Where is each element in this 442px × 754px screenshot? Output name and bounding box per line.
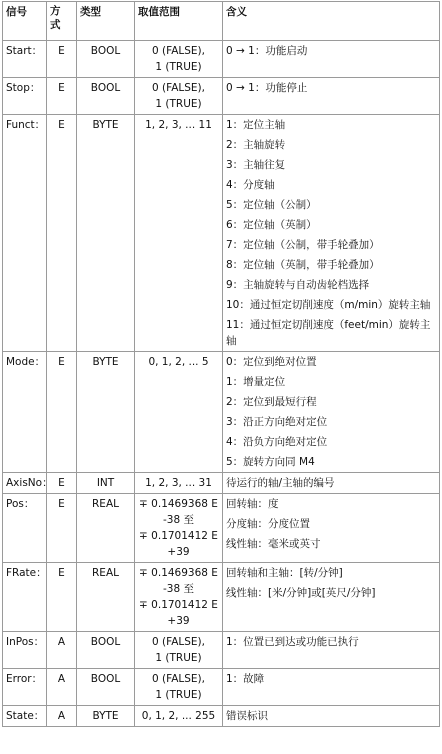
meaning-line: 7：定位轴（公制，带手轮叠加） [226,239,380,251]
meaning-line: 线性轴：毫米或英寸 [226,538,321,550]
table-row [3,78,440,115]
value-range [135,669,223,706]
value-range [135,41,223,78]
signal-type: INT [77,473,135,494]
meaning-line: 5：旋转方向同 M4 [226,456,315,468]
table-row [3,352,440,473]
signal-name: State： [3,706,47,727]
value-range-line: -38 至 [163,514,194,526]
meaning-line: 1：故障 [226,673,265,685]
value-range [135,115,223,352]
meaning-line: 1：增量定位 [226,376,286,388]
signal-direction: E [47,563,77,632]
meaning-line: 线性轴：[米/分钟]或[英尺/分钟] [226,587,376,599]
meaning-line: 0 → 1：功能停止 [226,82,308,94]
value-range-line: 1 (TRUE) [155,61,202,73]
meaning [223,115,440,352]
value-range [135,563,223,632]
signal-name: Start： [3,41,47,78]
meaning-line: 错误标识 [226,710,268,722]
header-direction [47,2,77,41]
signal-name: InPos： [3,632,47,669]
table-row [3,473,440,494]
meaning-line: 3：主轴往复 [226,159,286,171]
value-range-line: 1 (TRUE) [155,652,202,664]
meaning [223,473,440,494]
table-header-row [3,2,440,41]
signal-name: Error： [3,669,47,706]
value-range-line: 1 (TRUE) [155,98,202,110]
signal-name: AxisNo： [3,473,47,494]
meaning-line: 1：位置已到达或功能已执行 [226,636,359,648]
signal-name: FRate： [3,563,47,632]
value-range-line: ∓ 0.1469368 E [139,567,218,579]
meaning-line: 1：定位主轴 [226,119,286,131]
value-range-line: 0, 1, 2, ... 5 [148,356,209,368]
table-row [3,563,440,632]
value-range-line: 1, 2, 3, ... 31 [145,477,212,489]
value-range-line: ∓ 0.1701412 E [139,530,218,542]
meaning-line: 4：沿负方向绝对定位 [226,436,328,448]
meaning-line: 4：分度轴 [226,179,275,191]
header-type: 类型 [77,2,135,41]
signal-type: REAL [77,563,135,632]
meaning-line: 回转轴：度 [226,498,279,510]
signal-name: Mode： [3,352,47,473]
signal-type: BYTE [77,115,135,352]
value-range [135,706,223,727]
meaning-line: 0：定位到绝对位置 [226,356,317,368]
table-row [3,632,440,669]
value-range-line: 1, 2, 3, ... 11 [145,119,212,131]
value-range-line: 0 (FALSE), [152,673,205,685]
header-direction-line2: 式 [50,19,61,31]
value-range-line: 0, 1, 2, ... 255 [141,710,216,722]
signal-type: BOOL [77,632,135,669]
value-range-line: +39 [167,546,190,558]
value-range-line: 0 (FALSE), [152,636,205,648]
value-range [135,632,223,669]
signal-name: Funct： [3,115,47,352]
signal-type: BYTE [77,706,135,727]
meaning [223,352,440,473]
signal-type: BOOL [77,41,135,78]
value-range [135,78,223,115]
meaning [223,706,440,727]
signal-direction: A [47,669,77,706]
value-range-line: -38 至 [163,583,194,595]
header-signal: 信号 [3,2,47,41]
signal-direction: A [47,706,77,727]
value-range [135,352,223,473]
signal-table [2,1,440,727]
table-row [3,115,440,352]
meaning-line: 待运行的轴/主轴的编号 [226,477,335,489]
header-range: 取值范围 [135,2,223,41]
signal-direction: E [47,41,77,78]
value-range-line: 0 (FALSE), [152,82,205,94]
signal-type: BOOL [77,669,135,706]
meaning-line: 8：定位轴（英制，带手轮叠加） [226,259,380,271]
table-row [3,669,440,706]
meaning-line: 分度轴：分度位置 [226,518,310,530]
header-direction-line1: 方 [50,5,61,17]
meaning-line: 回转轴和主轴：[转/分钟] [226,567,343,579]
value-range-line: ∓ 0.1469368 E [139,498,218,510]
meaning [223,41,440,78]
meaning-line: 10：通过恒定切削速度（m/min）旋转主轴 [226,299,431,311]
signal-direction: E [47,78,77,115]
signal-type: REAL [77,494,135,563]
signal-type: BOOL [77,78,135,115]
header-meaning: 含义 [223,2,440,41]
meaning-line: 3：沿正方向绝对定位 [226,416,328,428]
meaning-line: 6：定位轴（英制） [226,219,317,231]
meaning-line: 2：定位到最短行程 [226,396,317,408]
meaning-line: 2：主轴旋转 [226,139,286,151]
table-row [3,494,440,563]
signal-name: Stop： [3,78,47,115]
signal-direction: A [47,632,77,669]
meaning [223,563,440,632]
meaning-line: 9：主轴旋转与自动齿轮档选择 [226,279,370,291]
table-row [3,706,440,727]
value-range-line: +39 [167,615,190,627]
value-range-line: 0 (FALSE), [152,45,205,57]
signal-direction: E [47,473,77,494]
meaning-line: 0 → 1：功能启动 [226,45,308,57]
signal-name: Pos： [3,494,47,563]
meaning [223,632,440,669]
meaning-line: 11：通过恒定切削速度（feet/min）旋转主轴 [226,319,431,347]
meaning-line: 5：定位轴（公制） [226,199,317,211]
signal-direction: E [47,494,77,563]
signal-type: BYTE [77,352,135,473]
value-range-line: 1 (TRUE) [155,689,202,701]
meaning [223,494,440,563]
signal-direction: E [47,352,77,473]
meaning [223,669,440,706]
value-range [135,494,223,563]
signal-direction: E [47,115,77,352]
meaning [223,78,440,115]
value-range [135,473,223,494]
value-range-line: ∓ 0.1701412 E [139,599,218,611]
table-row [3,41,440,78]
